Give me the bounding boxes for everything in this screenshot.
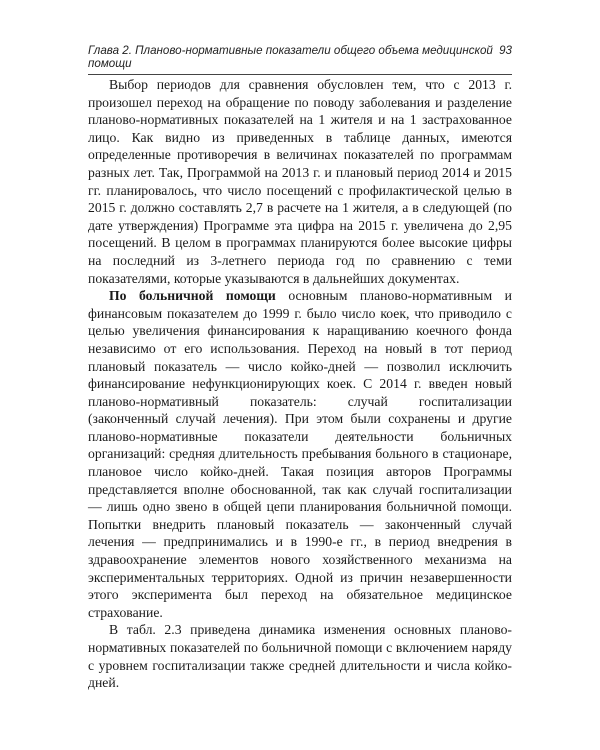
paragraph-text: Выбор периодов для сравнения обусловлен тем, что с 2013 г. произошел переход на обращение по поводу заболевания и разделение планово-нормативных показателей на 1 жителя и на 1 застрахованное лицо. Как видно из приведенных в таблице данных, имеются определенные противоречия в величинах показателей по программам разных лет. Так, Программой на 2013 г. и плановый период 2014 и 2015 гг. планировалось, что число посещений с профилактической целью в 2015 г. должно составлять 2,7 в расчете на 1 жителя, а в следующей (по дате утверждения) Программе эта цифра на 2015 г. увеличена до 2,95 посещений. В целом в программах планируются более высокие цифры на последний из 3-летнего периода год по сравнению с теми показателями, которые указываются в дальнейших документах.: [88, 77, 512, 286]
paragraph-text: основным планово-нормативным и финансовым показателем до 1999 г. было число коек, что приводило с целью увеличения финансирования к наращиванию коечного фонда независимо от его использования. Переход на новый в тот период плановый показатель — число койко-дней — позволил исключить финансирование нефункционирующих коек. С 2014 г. введен новый планово-нормативный показатель: случай госпитализации (законченный случай лечения). При этом были сохранены и другие планово-нормативные показатели деятельности больничных организаций: средняя длительность пребывания больного в стационаре, плановое число койко-дней. Такая позиция авторов Программы представляется вполне обоснованной, так как случай госпитализации — лишь одно звено в общей цепи планирования больничной помощи. Попытки внедрить плановый показатель — законченный случай лечения — предпринимались и в 1990-е гг., в период внедрения в здравоохранение элементов нового хозяйственного механизма на экспериментальных территориях. Одной из причин незавершенности этого эксперимента был переход на обязательное медицинское страхование.: [88, 288, 512, 620]
chapter-title: Глава 2. Планово-нормативные показатели общего объема медицинской помощи: [88, 44, 493, 70]
body-text: [88, 76, 512, 692]
running-header: [88, 44, 512, 75]
paragraph-periods-comparison: [88, 76, 512, 287]
paragraph-table-reference: [88, 621, 512, 691]
page-number: 93: [499, 44, 512, 57]
paragraph-hospital-care: [88, 287, 512, 621]
paragraph-text: В табл. 2.3 приведена динамика изменения основных планово-нормативных показателей по больничной помощи с включением наряду с уровнем госпитализации также средней длительности и числа койко-дней.: [88, 622, 512, 691]
paragraph-lead: По больничной помощи: [109, 288, 276, 304]
